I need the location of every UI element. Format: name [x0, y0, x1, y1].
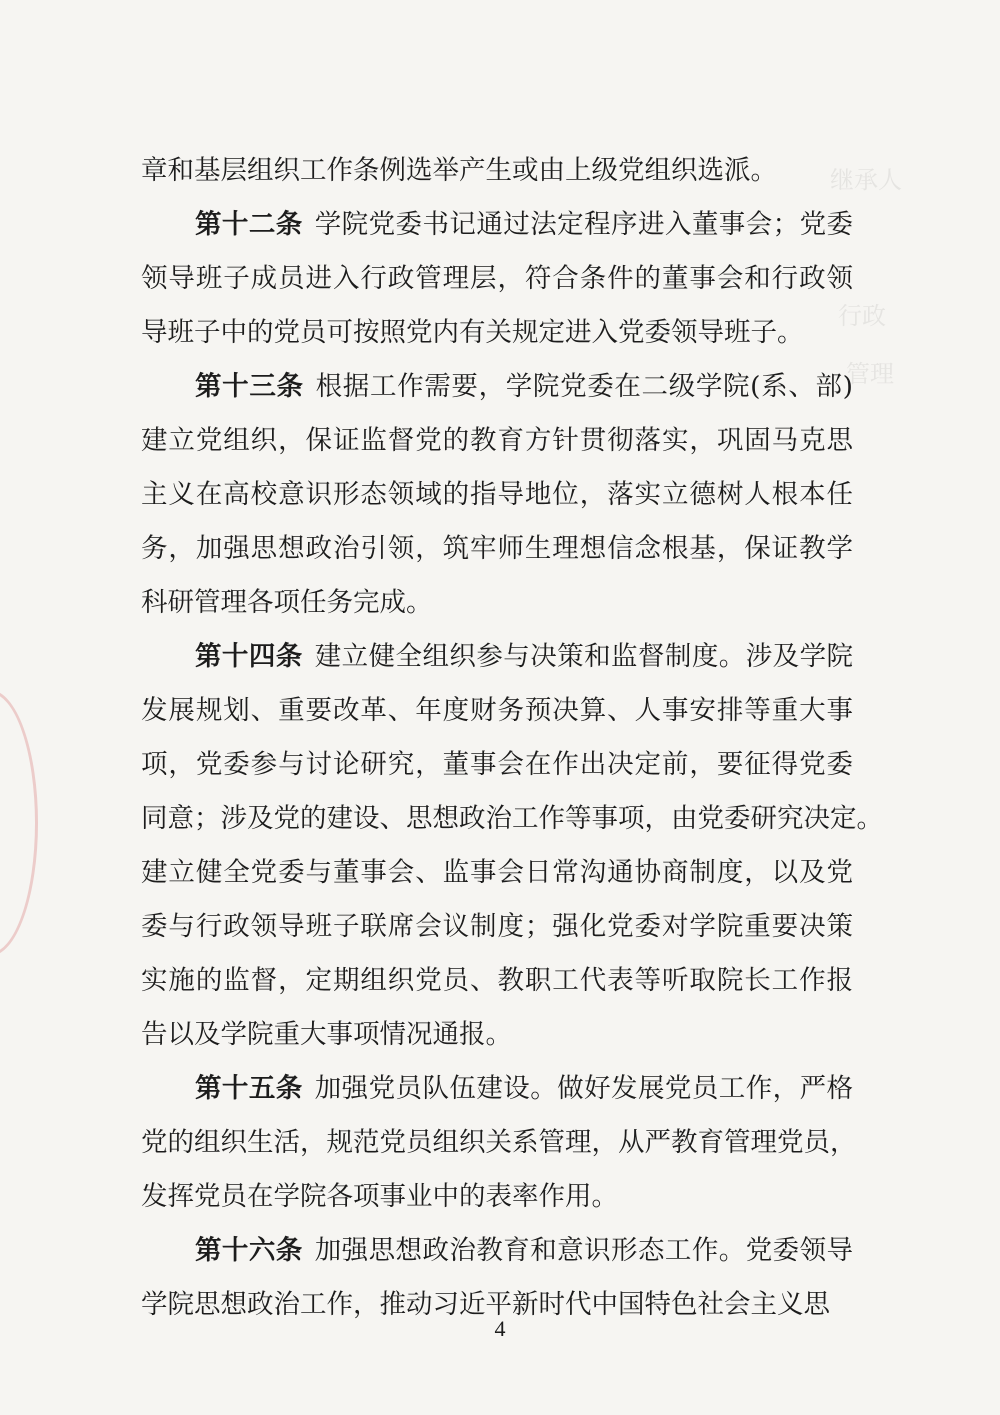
line-text: 务，加强思想政治引领，筑牢师生理想信念根基，保证教学: [141, 533, 853, 564]
line-text: 发展规划、重要改革、年度财务预决算、人事安排等重大事: [141, 695, 853, 726]
article-heading: 第十三条: [195, 371, 304, 402]
line-text: 告以及学院重大事项情况通报。: [141, 1019, 512, 1050]
show-through-text: 继承人: [830, 166, 902, 194]
line-text: 章和基层组织工作条例选举产生或由上级党组织选派。: [141, 155, 777, 186]
seal-stamp-edge: [0, 690, 38, 956]
line-text: 建立党组织，保证监督党的教育方针贯彻落实，巩固马克思: [141, 425, 853, 456]
article-heading: 第十四条: [195, 641, 303, 672]
line-text: 加强党员队伍建设。做好发展党员工作，严格: [314, 1073, 854, 1104]
text-line: [141, 522, 853, 576]
article-heading: 第十五条: [195, 1073, 303, 1104]
article-heading: 第十二条: [195, 209, 303, 240]
text-line: [141, 630, 853, 684]
line-text: 领导班子成员进入行政管理层，符合条件的董事会和行政领: [141, 263, 853, 294]
line-text: 主义在高校意识形态领域的指导地位，落实立德树人根本任: [141, 479, 853, 510]
line-text: 导班子中的党员可按照党内有关规定进入党委领导班子。: [141, 317, 804, 348]
line-text: 实施的监督，定期组织党员、教职工代表等听取院长工作报: [141, 965, 853, 996]
text-line: [141, 1116, 857, 1170]
show-through-text: 行政: [838, 302, 886, 330]
text-line: [141, 1062, 853, 1116]
text-line: [141, 900, 853, 954]
text-line: [141, 468, 853, 522]
text-line: [141, 684, 853, 738]
text-line: [141, 954, 853, 1008]
line-text: 建立健全组织参与决策和监督制度。涉及学院: [314, 641, 854, 672]
line-text: 委与行政领导班子联席会议制度；强化党委对学院重要决策: [141, 911, 853, 942]
text-line: [141, 144, 853, 198]
line-text: 学院党委书记通过法定程序进入董事会；党委: [314, 209, 854, 240]
line-text: 发挥党员在学院各项事业中的表率作用。: [141, 1181, 618, 1212]
line-text: 同意；涉及党的建设、思想政治工作等事项，由党委研究决定。: [141, 803, 883, 834]
text-line: [141, 792, 883, 846]
page-number: 4: [494, 1316, 506, 1341]
line-text: 加强思想政治教育和意识形态工作。党委领导: [314, 1235, 854, 1266]
text-line: [141, 1008, 853, 1062]
text-line: [141, 198, 853, 252]
line-text: 党的组织生活，规范党员组织关系管理，从严教育管理党员，: [141, 1127, 857, 1158]
article-heading: 第十六条: [195, 1235, 303, 1266]
text-line: [141, 846, 853, 900]
text-line: [141, 414, 853, 468]
text-line: [141, 738, 853, 792]
text-line: [141, 306, 853, 360]
text-line: [141, 1170, 853, 1224]
text-line: [141, 576, 853, 630]
text-line: [141, 360, 853, 414]
text-line: [141, 252, 853, 306]
line-text: 根据工作需要，学院党委在二级学院(系、部): [315, 371, 853, 402]
line-text: 项，党委参与讨论研究，董事会在作出决定前，要征得党委: [141, 749, 853, 780]
text-line: [141, 1224, 853, 1278]
line-text: 学院思想政治工作，推动习近平新时代中国特色社会主义思: [141, 1289, 830, 1320]
line-text: 建立健全党委与董事会、监事会日常沟通协商制度，以及党: [141, 857, 853, 888]
show-through-text: 管理: [846, 360, 894, 388]
line-text: 科研管理各项任务完成。: [141, 587, 433, 618]
